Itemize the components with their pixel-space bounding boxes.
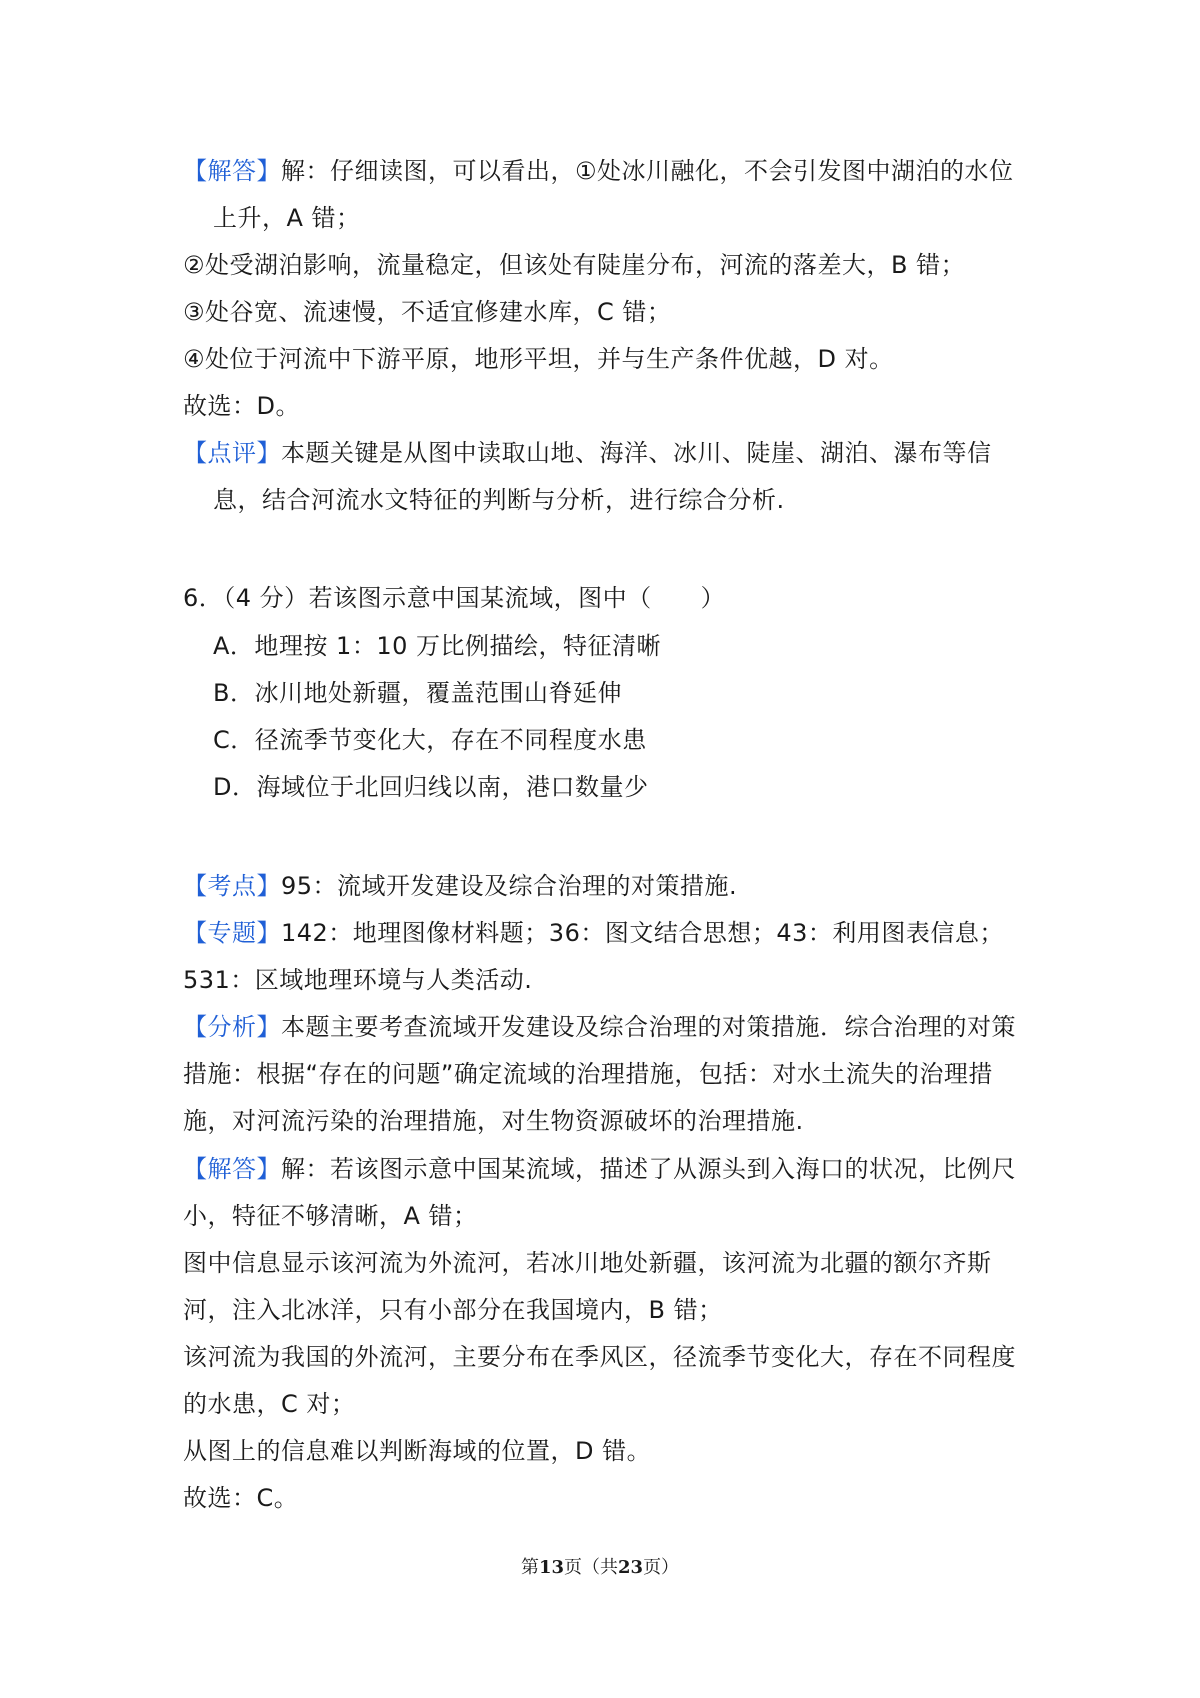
comment-line-1 xyxy=(183,438,992,468)
jieda-line-6: 的水患，C 对； xyxy=(183,1390,356,1418)
zhuanti-line-2: 531：区域地理环境与人类活动. xyxy=(183,966,533,994)
answer-text: 解：仔细读图，可以看出，①处冰川融化，不会引发图中湖泊的水位 xyxy=(281,157,1014,185)
answer-conclusion: 故选：D。 xyxy=(183,392,300,420)
question-stem: 6．（4 分）若该图示意中国某流域，图中（ ） xyxy=(183,584,726,612)
answer-line-2: 上升，A 错； xyxy=(213,204,361,232)
answer-line-1 xyxy=(183,156,1014,186)
answer-line-4: ③处谷宽、流速慢，不适宜修建水库，C 错； xyxy=(183,298,672,326)
footer-prefix: 第 xyxy=(520,1557,539,1578)
kaodian-line xyxy=(183,871,737,901)
footer-suffix: 页） xyxy=(643,1557,680,1578)
footer-middle: 页（共 xyxy=(564,1557,618,1578)
fenxi-tag: 【分析】 xyxy=(183,1013,281,1041)
fenxi-text: 本题主要考查流域开发建设及综合治理的对策措施．综合治理的对策 xyxy=(281,1013,1016,1041)
option-d: D．海域位于北回归线以南，港口数量少 xyxy=(213,773,649,801)
kaodian-tag: 【考点】 xyxy=(183,872,281,900)
page-footer xyxy=(0,1556,1200,1580)
footer-total-pages: 23 xyxy=(618,1557,644,1578)
footer-page-number: 13 xyxy=(538,1557,564,1578)
jieda-conclusion: 故选：C。 xyxy=(183,1484,299,1512)
fenxi-line-1 xyxy=(183,1012,1016,1042)
jieda-text: 解：若该图示意中国某流域，描述了从源头到入海口的状况，比例尺 xyxy=(281,1155,1016,1183)
jieda-line-4: 河，注入北冰洋，只有小部分在我国境内，B 错； xyxy=(183,1296,723,1324)
kaodian-text: 95：流域开发建设及综合治理的对策措施. xyxy=(281,872,738,900)
answer-line-3: ②处受湖泊影响，流量稳定，但该处有陡崖分布，河流的落差大，B 错； xyxy=(183,251,966,279)
jieda-line-1 xyxy=(183,1154,1016,1184)
fenxi-line-3: 施，对河流污染的治理措施，对生物资源破坏的治理措施. xyxy=(183,1107,804,1135)
comment-line-2: 息，结合河流水文特征的判断与分析，进行综合分析. xyxy=(213,486,785,514)
zhuanti-tag: 【专题】 xyxy=(183,919,281,947)
jieda-line-5: 该河流为我国的外流河，主要分布在季风区，径流季节变化大，存在不同程度 xyxy=(183,1343,1016,1371)
option-a: A．地理按 1：10 万比例描绘，特征清晰 xyxy=(213,632,661,660)
comment-tag: 【点评】 xyxy=(183,439,281,467)
answer-line-5: ④处位于河流中下游平原，地形平坦，并与生产条件优越，D 对。 xyxy=(183,345,894,373)
fenxi-line-2: 措施：根据“存在的问题”确定流域的治理措施，包括：对水土流失的治理措 xyxy=(183,1060,993,1088)
answer-tag: 【解答】 xyxy=(183,157,281,185)
option-b: B．冰川地处新疆，覆盖范围山脊延伸 xyxy=(213,679,622,707)
zhuanti-text: 142：地理图像材料题；36：图文结合思想；43：利用图表信息； xyxy=(281,919,1004,947)
jieda-tag: 【解答】 xyxy=(183,1155,281,1183)
option-c: C．径流季节变化大，存在不同程度水患 xyxy=(213,726,647,754)
comment-text: 本题关键是从图中读取山地、海洋、冰川、陡崖、湖泊、瀑布等信 xyxy=(281,439,992,467)
jieda-line-2: 小，特征不够清晰，A 错； xyxy=(183,1202,478,1230)
jieda-line-7: 从图上的信息难以判断海域的位置，D 错。 xyxy=(183,1437,652,1465)
zhuanti-line-1 xyxy=(183,918,1004,948)
jieda-line-3: 图中信息显示该河流为外流河，若冰川地处新疆，该河流为北疆的额尔齐斯 xyxy=(183,1249,992,1277)
